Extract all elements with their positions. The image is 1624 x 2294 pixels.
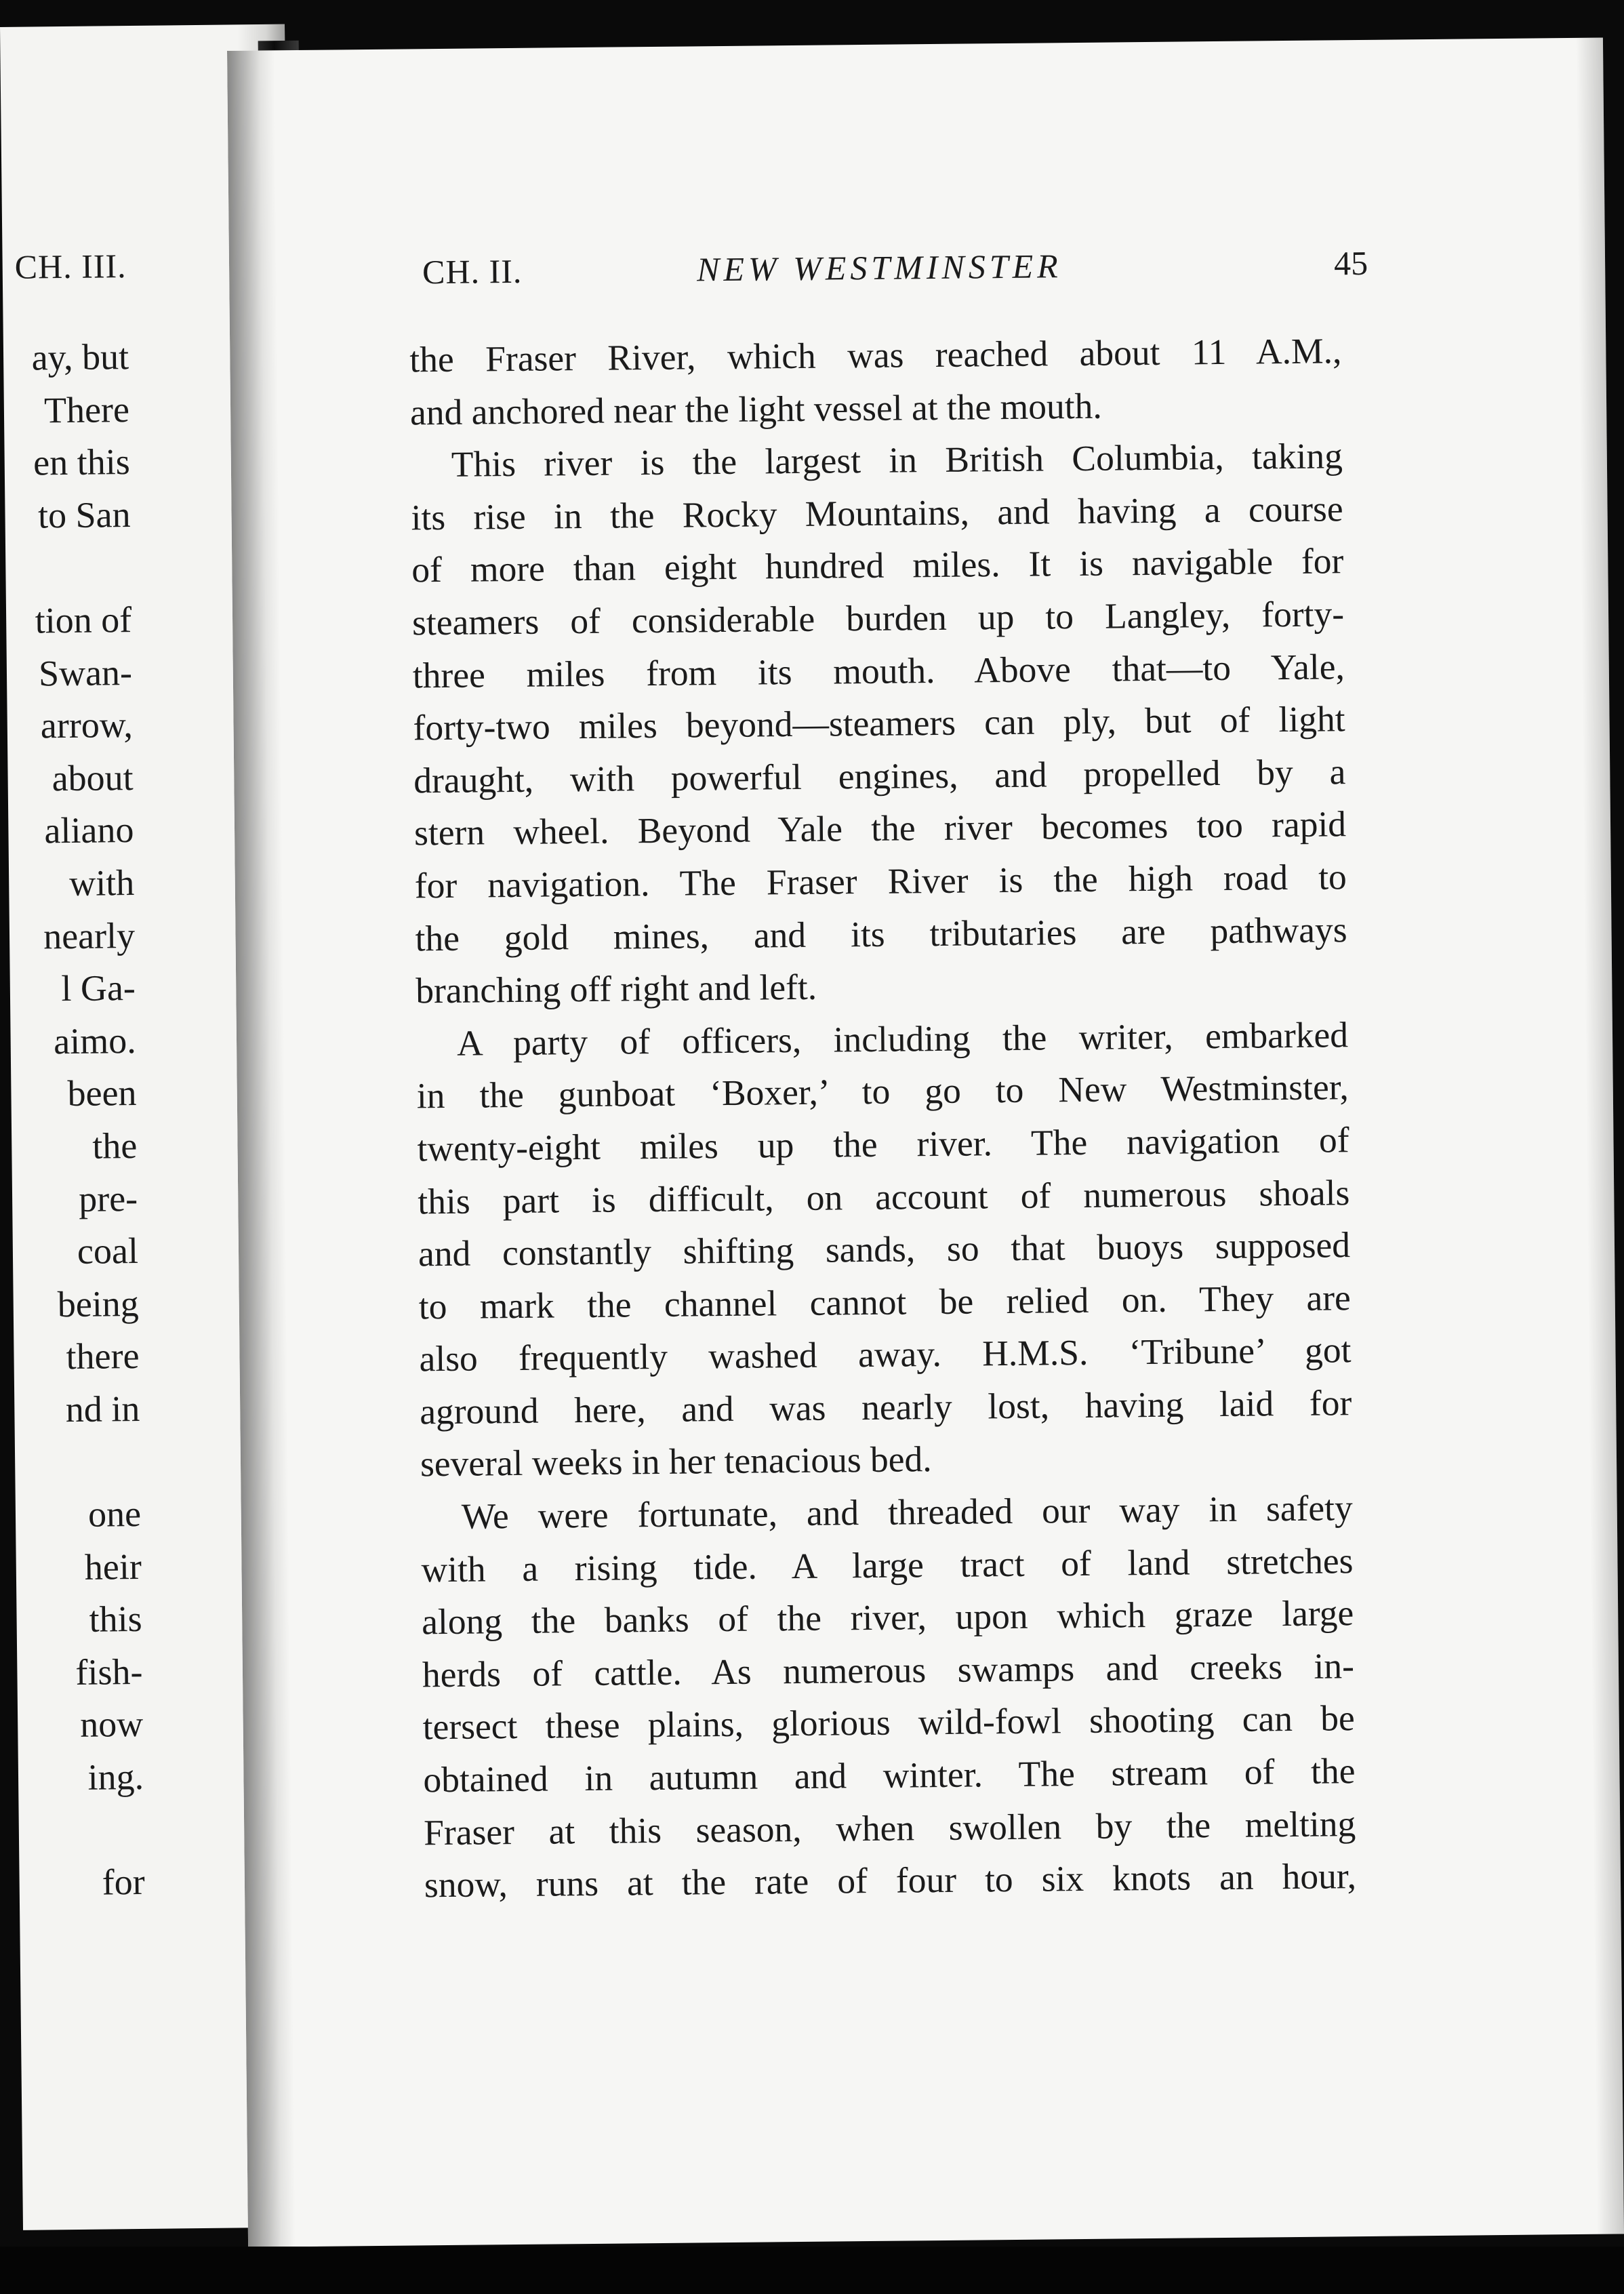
text-line: of more than eight hundred miles. It is navigable for [411, 540, 1344, 590]
left-text-line: en this [33, 441, 131, 483]
left-text-line: now [79, 1704, 144, 1746]
right-page [227, 38, 1624, 2247]
scanner-bed-bottom [0, 2247, 1624, 2294]
text-line: We were fortunate, and threaded our way in safety [461, 1487, 1353, 1537]
chapter-label: CH. II. [422, 251, 523, 291]
text-line: tersect these plains, glorious wild-fowl shooting can be [422, 1697, 1355, 1748]
left-text-line: for [102, 1862, 145, 1903]
text-line: Fraser at this season, when swollen by the melting [423, 1803, 1356, 1853]
left-text-line: There [43, 388, 130, 430]
text-line: stern wheel. Beyond Yale the river becomes too rapid [413, 803, 1347, 853]
body-text [409, 325, 1356, 1912]
left-text-line: the [92, 1125, 138, 1167]
text-line: forty-two miles beyond—steamers can ply, but of light [413, 698, 1345, 748]
text-line: A party of officers, including the writer, embarked [456, 1013, 1349, 1064]
left-text-line: been [67, 1072, 137, 1114]
left-text-line: heir [84, 1546, 142, 1588]
running-title: NEW WESTMINSTER [696, 247, 1062, 289]
left-text-line: nearly [43, 914, 136, 957]
left-text-line [0, 541, 131, 597]
left-text-line: with [68, 862, 135, 904]
text-line: aground here, and was nearly lost, having laid for [419, 1382, 1352, 1432]
text-line: with a rising tide. A large tract of land stretches [421, 1540, 1354, 1590]
left-text-line: being [57, 1283, 140, 1325]
left-text-line: to San [37, 494, 131, 536]
text-line: three miles from its mouth. Above that—to Yale, [412, 645, 1345, 696]
text-line: steamers of considerable burden up to Langley, forty- [411, 593, 1345, 643]
left-text-line: aliano [44, 809, 134, 851]
text-line: snow, runs at the rate of four to six knots an hour, [424, 1855, 1357, 1906]
text-line: several weeks in her tenacious bed. [420, 1438, 932, 1485]
text-line: the gold mines, and its tributaries are pathways [415, 908, 1347, 959]
left-text-line: tion of [35, 599, 132, 641]
page-number: 45 [1333, 243, 1368, 283]
left-text-line: coal [77, 1230, 139, 1272]
left-text-line: this [89, 1598, 142, 1640]
left-text-line [0, 1435, 141, 1491]
text-line: also frequently washed away. H.M.S. ‘Tribune’ got [419, 1329, 1352, 1380]
left-running-head: CH. III. [14, 247, 127, 286]
left-text-line: ay, but [31, 336, 129, 378]
left-text-line: fish- [75, 1651, 143, 1693]
text-line: its rise in the Rocky Mountains, and having a course [411, 488, 1343, 538]
text-line: This river is the largest in British Columbia, taking [451, 435, 1343, 485]
left-page-text [0, 331, 145, 1912]
left-text-line [0, 1804, 144, 1859]
text-line: this part is difficult, on account of numerous shoals [418, 1171, 1350, 1222]
left-text-line: about [52, 757, 134, 799]
left-text-line: aimo. [53, 1020, 136, 1062]
text-line: along the banks of the river, upon which graze large [421, 1592, 1354, 1643]
text-line: the Fraser River, which was reached about 11 A.M., [409, 330, 1342, 380]
left-text-line: one [87, 1493, 142, 1535]
left-text-line: pre- [78, 1178, 138, 1220]
text-line: herds of cattle. As numerous swamps and creeks in- [422, 1645, 1355, 1695]
running-head [229, 241, 1606, 308]
text-line: branching off right and left. [415, 966, 817, 1011]
right-page-edge-shadow [1576, 38, 1624, 2234]
text-line: draught, with powerful engines, and propelled by a [413, 750, 1346, 801]
text-line: and constantly shifting sands, so that buoys supposed [418, 1224, 1351, 1274]
left-text-line: arrow, [40, 704, 134, 746]
text-line: and anchored near the light vessel at the mouth. [409, 385, 1103, 433]
left-text-line: there [66, 1335, 140, 1377]
text-line: twenty-eight miles up the river. The navigation of [417, 1119, 1349, 1169]
text-line: to mark the channel cannot be relied on. They are [418, 1276, 1352, 1327]
left-text-line: ing. [87, 1756, 144, 1798]
left-text-line: nd in [65, 1388, 140, 1430]
left-text-line: Swan- [38, 651, 133, 694]
text-line: for navigation. The Fraser River is the high road to [414, 856, 1347, 906]
text-line: in the gunboat ‘Boxer,’ to go to New Westminster, [416, 1066, 1349, 1116]
left-text-line: l Ga- [61, 967, 136, 1009]
text-line: obtained in autumn and winter. The stream of the [423, 1750, 1356, 1800]
